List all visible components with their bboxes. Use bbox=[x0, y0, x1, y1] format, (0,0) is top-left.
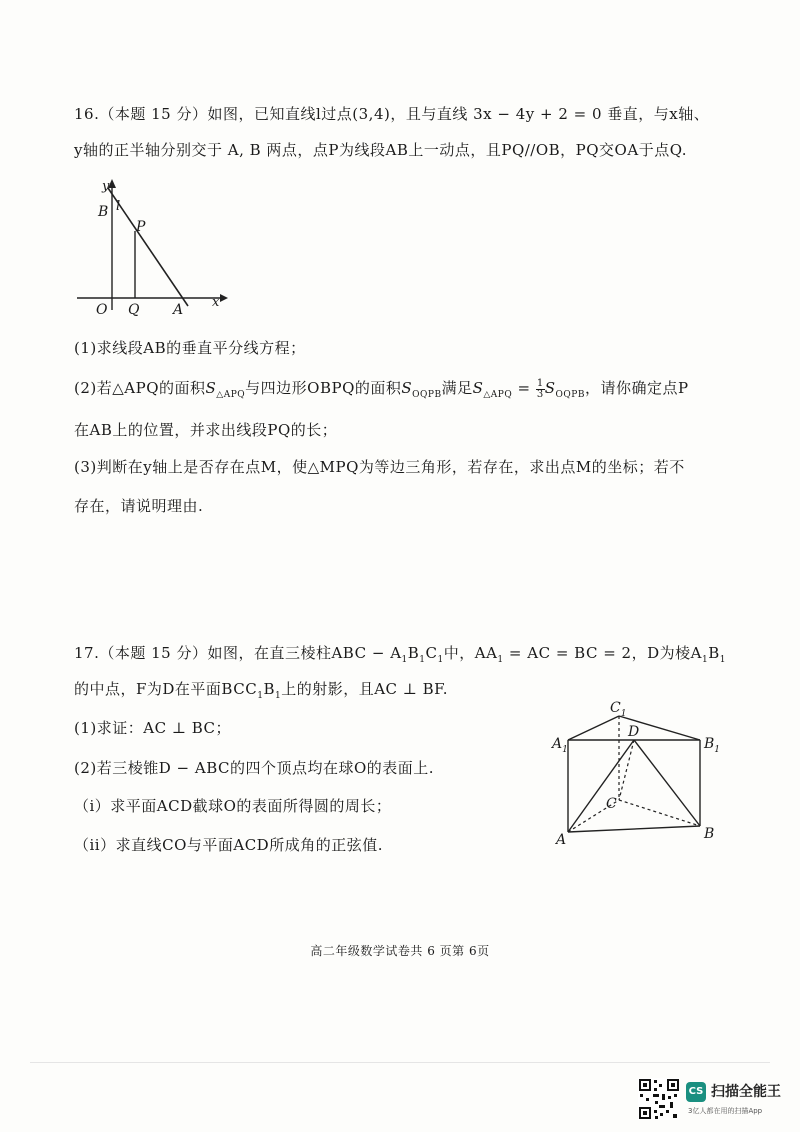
q16-part-2-text-d: ，请你确定点P bbox=[584, 379, 689, 397]
q16-part-3-line-2: 存在，请说明理由. bbox=[74, 497, 204, 515]
q16-s-apq-1-sub: △APQ bbox=[216, 390, 246, 400]
label-c1-letter: C bbox=[610, 700, 621, 716]
label-b1 bbox=[703, 736, 720, 755]
label-b1-letter: B bbox=[704, 736, 715, 752]
edge-dc bbox=[619, 740, 634, 800]
label-p: P bbox=[136, 219, 146, 235]
q17-part-2-ii: （ii）求直线CO与平面ACD所成角的正弦值. bbox=[74, 836, 383, 854]
q17-line-1-text-a: 17.（本题 15 分）如图，在直三棱柱ABC − A bbox=[74, 644, 402, 662]
label-l: l bbox=[116, 199, 121, 214]
q16-fraction-den: 3 bbox=[536, 388, 544, 400]
label-d: D bbox=[628, 724, 640, 740]
qr-code-icon bbox=[638, 1078, 680, 1120]
q16-line-2: y轴的正半轴分别交于 A, B 两点，点P为线段AB上一动点，且PQ//OB，PQ交OA于点Q. bbox=[74, 141, 688, 159]
q17-line-2-text-a: 的中点，F为D在平面BCC bbox=[74, 680, 258, 698]
q16-part-2-line-2: 在AB上的位置，并求出线段PQ的长； bbox=[74, 421, 338, 439]
q16-s-oqpb-1-sub: OQPB bbox=[412, 390, 442, 400]
label-c: C bbox=[606, 796, 617, 812]
q16-part-2-line-1 bbox=[74, 378, 689, 405]
q16-s-oqpb-1: S bbox=[401, 379, 413, 397]
q17-part-2: (2)若三棱锥D − ABC的四个顶点均在球O的表面上. bbox=[74, 759, 435, 777]
label-y: y bbox=[102, 179, 110, 194]
q16-s-oqpb-2: S bbox=[544, 379, 556, 397]
q17-line-1-text-d: 中，AA bbox=[443, 644, 498, 662]
edge-a1c1 bbox=[568, 716, 619, 740]
q17-line-1 bbox=[74, 643, 726, 670]
q17-line-2-text-c: 上的射影，且AC ⊥ BF. bbox=[281, 680, 449, 698]
q17-sub-5: 1 bbox=[701, 655, 709, 665]
q16-part-3-line-1: (3)判断在y轴上是否存在点M，使△MPQ为等边三角形，若存在，求出点M的坐标；若不 bbox=[74, 458, 685, 476]
q17-line-2-text-b: B bbox=[263, 680, 275, 698]
q17-line-2 bbox=[74, 679, 448, 706]
q16-s-apq-2: S bbox=[472, 379, 484, 397]
q17-sub-4: 1 bbox=[497, 655, 504, 665]
label-a: A bbox=[556, 832, 567, 848]
label-c1-sub: 1 bbox=[620, 709, 627, 719]
label-b1-sub: 1 bbox=[714, 745, 721, 755]
q17-part-2-i: （i）求平面ACD截球O的表面所得圆的周长； bbox=[74, 797, 392, 815]
x-axis-arrow bbox=[220, 294, 228, 302]
label-b: B bbox=[98, 204, 109, 220]
label-o: O bbox=[96, 302, 108, 316]
camscanner-logo-icon: CS bbox=[686, 1082, 706, 1102]
q17-sub-2: 1 bbox=[419, 655, 426, 665]
edge-db bbox=[634, 740, 700, 826]
watermark-brand: 扫描全能王 bbox=[711, 1084, 781, 1100]
bottom-divider bbox=[30, 1062, 770, 1063]
q16-s-oqpb-2-sub: OQPB bbox=[555, 390, 585, 400]
watermark-tagline: 3亿人都在用的扫描App bbox=[688, 1107, 763, 1115]
label-a1 bbox=[550, 736, 568, 755]
label-a1-sub: 1 bbox=[562, 745, 568, 755]
edge-cb bbox=[619, 800, 700, 826]
q17-line-2-sub-1: 1 bbox=[257, 691, 264, 701]
q16-line-1: 16.（本题 15 分）如图，已知直线l过点(3,4)，且与直线 3x − 4y + 2 = 0 垂直，与x轴、 bbox=[74, 105, 710, 123]
label-a: A bbox=[173, 302, 184, 316]
label-x: x bbox=[212, 295, 220, 310]
q17-part-1: (1)求证：AC ⊥ BC； bbox=[74, 719, 231, 737]
q17-line-2-sub-2: 1 bbox=[274, 691, 282, 701]
q16-part-2-text-b: 与四边形OBPQ的面积 bbox=[245, 379, 402, 397]
q16-fraction-num: 1 bbox=[536, 377, 544, 389]
label-q: Q bbox=[128, 302, 140, 316]
q16-fraction bbox=[536, 379, 545, 400]
edge-da bbox=[568, 740, 634, 832]
q16-s-apq-2-sub: △APQ bbox=[483, 390, 513, 400]
q16-part-1: (1)求线段AB的垂直平分线方程； bbox=[74, 339, 306, 357]
q17-line-1-text-b: B bbox=[407, 644, 420, 662]
label-a1-letter: A bbox=[552, 736, 563, 752]
q17-line-1-text-e: = AC = BC = 2，D为棱A bbox=[503, 644, 702, 662]
page-footer: 高二年级数学试卷共 6 页第 6页 bbox=[310, 944, 490, 958]
q16-equals: = bbox=[512, 379, 536, 397]
q17-line-1-text-c: C bbox=[425, 644, 438, 662]
q17-sub-3: 1 bbox=[437, 655, 444, 665]
q17-sub-1: 1 bbox=[401, 655, 408, 665]
q16-figure bbox=[70, 176, 230, 316]
q16-s-apq-1: S bbox=[205, 379, 217, 397]
q17-sub-6: 1 bbox=[719, 655, 726, 665]
q16-part-2-text-c: 满足 bbox=[441, 379, 473, 397]
label-b: B bbox=[704, 826, 715, 842]
q16-part-2-text-a: (2)若△APQ的面积 bbox=[74, 379, 206, 397]
q17-line-1-text-f: B bbox=[708, 644, 720, 662]
q17-prism-figure bbox=[550, 696, 730, 850]
edge-ab bbox=[568, 826, 700, 832]
